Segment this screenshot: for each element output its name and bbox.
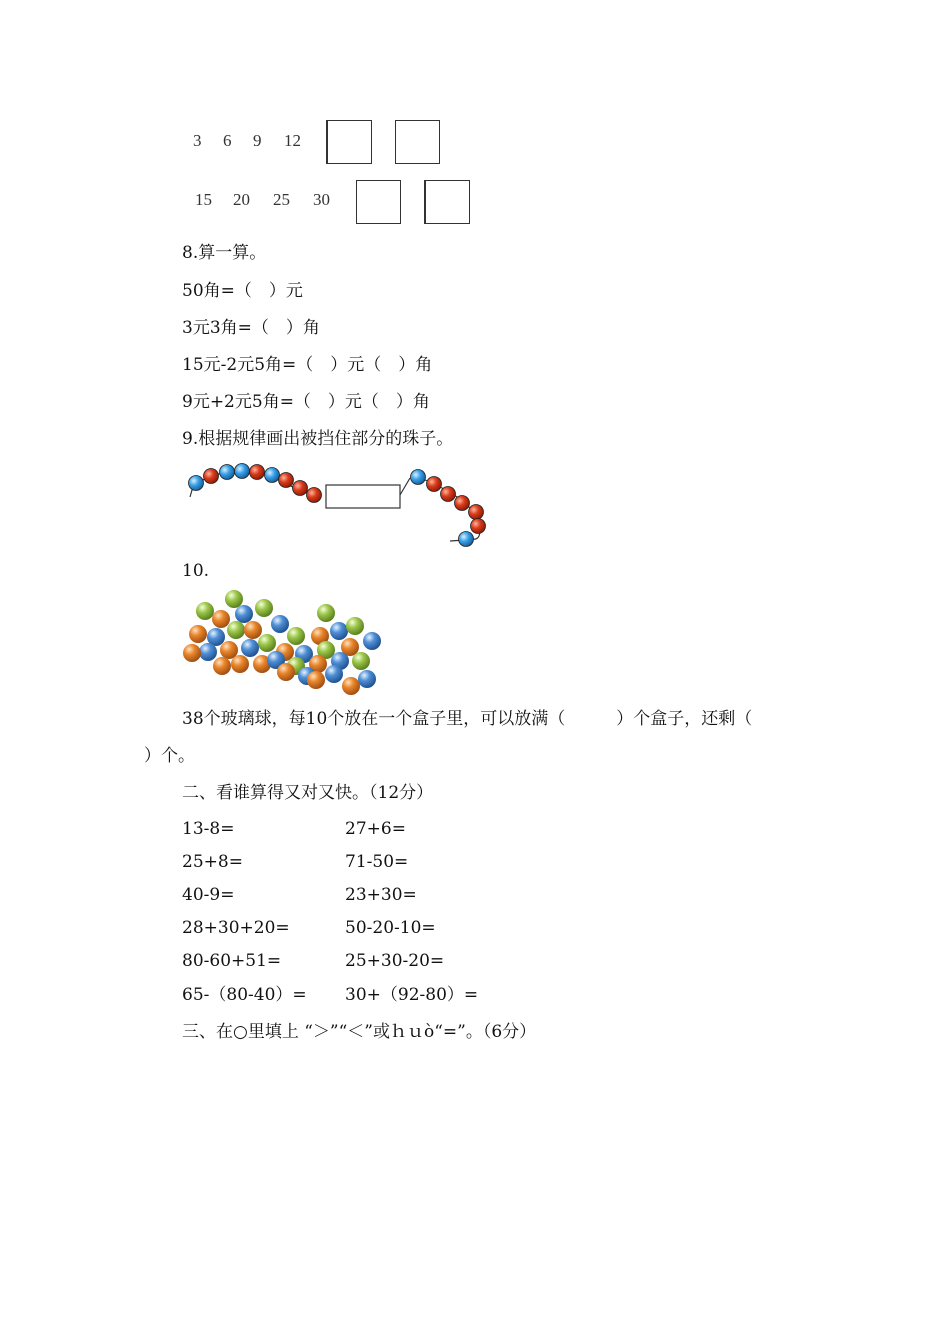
sequence-number: 25 [273,190,290,209]
sequence-number: 30 [313,190,330,209]
section-3-title: 三、在○里填上 “＞”“＜”或ｈｕò“=”。（6分） [182,1022,537,1042]
arithmetic-problem: 27+6= [345,819,406,839]
arithmetic-problem: 65-（80-40）= [182,985,307,1005]
question-10-text: 38个玻璃球，每10个放在一个盒子里，可以放满（ ）个盒子，还剩（ [182,709,753,729]
arithmetic-problem: 30+（92-80）= [345,985,479,1005]
arithmetic-problem: 71-50= [345,852,409,872]
sequence-number: 9 [253,131,262,150]
arithmetic-problem: 13-8= [182,819,235,839]
arithmetic-problem: 25+8= [182,852,243,872]
sequence-number: 12 [284,131,301,150]
section-2-title: 二、看谁算得又对又快。（12分） [182,783,434,803]
q8-line: 3元3角=（ ）角 [182,318,320,338]
question-10-text-cont: ）个。 [144,746,195,766]
arithmetic-problem: 25+30-20= [345,951,445,971]
sequence-number: 6 [223,131,232,150]
sequence-number: 3 [193,131,202,150]
question-9-title: 9.根据规律画出被挡住部分的珠子。 [182,429,454,449]
q8-line: 9元+2元5角=（ ）元（ ）角 [182,392,430,412]
q8-line: 15元-2元5角=（ ）元（ ）角 [182,355,433,375]
question-10-title: 10. [182,561,210,581]
question-8-title: 8.算一算。 [182,243,267,263]
arithmetic-problem: 28+30+20= [182,918,290,938]
sequence-number: 20 [233,190,250,209]
arithmetic-problem: 40-9= [182,885,235,905]
sequence-number: 15 [195,190,212,209]
marble-pile [183,590,381,695]
arithmetic-problem: 50-20-10= [345,918,436,938]
q8-line: 50角=（ ）元 [182,281,303,301]
arithmetic-problem: 80-60+51= [182,951,282,971]
arithmetic-problem: 23+30= [345,885,417,905]
